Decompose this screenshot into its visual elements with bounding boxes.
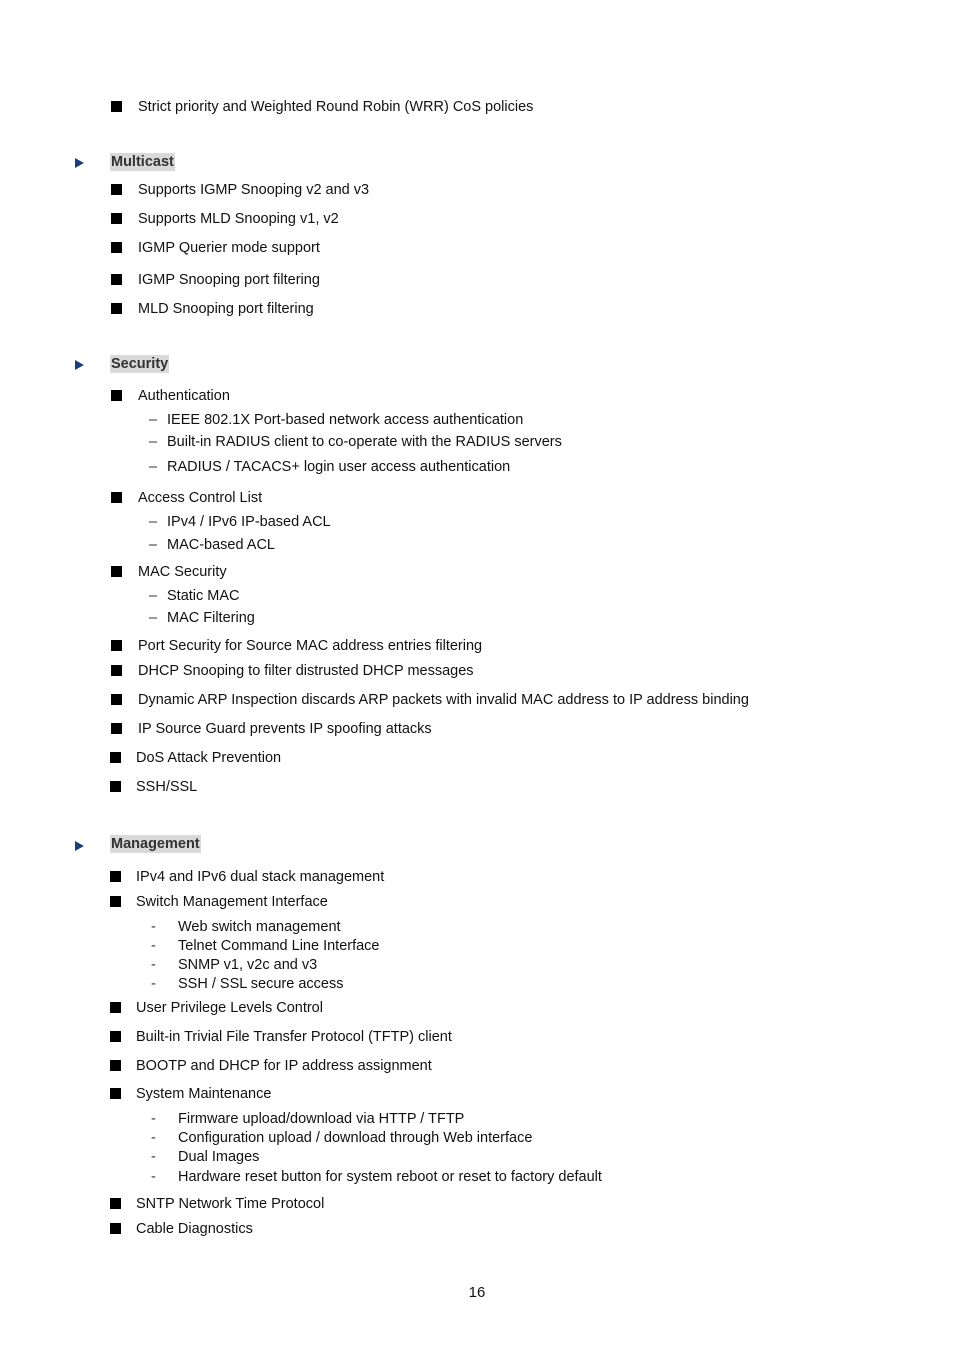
bullet-square-icon: [110, 1198, 121, 1209]
list-item: SNTP Network Time Protocol: [136, 1196, 325, 1212]
dash-marker: –: [149, 537, 158, 553]
bullet-square-icon: [110, 1223, 121, 1234]
sub-list-item: Configuration upload / download through Web interface: [178, 1130, 533, 1146]
dash-marker: -: [151, 1169, 156, 1185]
list-item: Supports IGMP Snooping v2 and v3: [138, 182, 370, 198]
sub-list-item: SNMP v1, v2c and v3: [178, 957, 318, 973]
list-item: Access Control List: [138, 490, 263, 506]
list-item: System Maintenance: [136, 1086, 272, 1102]
sub-list-item: Telnet Command Line Interface: [178, 938, 380, 954]
sub-list-item: RADIUS / TACACS+ login user access authentication: [167, 459, 511, 475]
bullet-square-icon: [110, 871, 121, 882]
bullet-square-icon: [111, 723, 122, 734]
list-item: IGMP Querier mode support: [138, 240, 320, 256]
sub-list-item: IPv4 / IPv6 IP-based ACL: [167, 514, 331, 530]
bullet-square-icon: [111, 390, 122, 401]
sub-list-item: Firmware upload/download via HTTP / TFTP: [178, 1111, 465, 1127]
bullet-square-icon: [111, 184, 122, 195]
page-number: 16: [468, 1284, 486, 1301]
bullet-square-icon: [111, 640, 122, 651]
sub-list-item: Static MAC: [167, 588, 240, 604]
list-item: Switch Management Interface: [136, 894, 328, 910]
bullet-square-icon: [111, 566, 122, 577]
list-item: MLD Snooping port filtering: [138, 301, 314, 317]
bullet-square-icon: [111, 492, 122, 503]
dash-marker: -: [151, 938, 156, 954]
section-heading-management: Management: [111, 836, 200, 852]
bullet-square-icon: [110, 1031, 121, 1042]
bullet-square-icon: [110, 781, 121, 792]
dash-marker: –: [149, 412, 158, 428]
dash-marker: –: [149, 434, 158, 450]
section-heading-multicast: Multicast: [111, 154, 174, 170]
dash-marker: -: [151, 1130, 156, 1146]
list-item: User Privilege Levels Control: [136, 1000, 323, 1016]
list-item: MAC Security: [138, 564, 227, 580]
dash-marker: -: [151, 1111, 156, 1127]
bullet-square-icon: [110, 752, 121, 763]
sub-list-item: SSH / SSL secure access: [178, 976, 344, 992]
list-item: Supports MLD Snooping v1, v2: [138, 211, 339, 227]
bullet-square-icon: [111, 303, 122, 314]
dash-marker: -: [151, 957, 156, 973]
list-item: Strict priority and Weighted Round Robin (WRR) CoS policies: [138, 99, 534, 115]
sub-list-item: Dual Images: [178, 1149, 260, 1165]
dash-marker: -: [151, 919, 156, 935]
list-item: Dynamic ARP Inspection discards ARP packets with invalid MAC address to IP address binding: [138, 692, 749, 708]
list-item: Cable Diagnostics: [136, 1221, 253, 1237]
bullet-square-icon: [111, 213, 122, 224]
bullet-square-icon: [111, 101, 122, 112]
list-item: DoS Attack Prevention: [136, 750, 282, 766]
sub-list-item: Web switch management: [178, 919, 341, 935]
list-item: IPv4 and IPv6 dual stack management: [136, 869, 385, 885]
list-item: Authentication: [138, 388, 230, 404]
list-item: SSH/SSL: [136, 779, 198, 795]
list-item: IP Source Guard prevents IP spoofing attacks: [138, 721, 432, 737]
bullet-square-icon: [110, 1002, 121, 1013]
section-arrow-icon: [75, 158, 84, 168]
list-item: Port Security for Source MAC address entries filtering: [138, 638, 483, 654]
bullet-square-icon: [111, 694, 122, 705]
dash-marker: –: [149, 610, 158, 626]
dash-marker: -: [151, 1149, 156, 1165]
list-item: DHCP Snooping to filter distrusted DHCP messages: [138, 663, 474, 679]
sub-list-item: Hardware reset button for system reboot or reset to factory default: [178, 1169, 602, 1185]
list-item: IGMP Snooping port filtering: [138, 272, 320, 288]
bullet-square-icon: [111, 242, 122, 253]
sub-list-item: MAC-based ACL: [167, 537, 275, 553]
list-item: BOOTP and DHCP for IP address assignment: [136, 1058, 432, 1074]
bullet-square-icon: [110, 896, 121, 907]
sub-list-item: MAC Filtering: [167, 610, 255, 626]
section-heading-security: Security: [111, 356, 169, 372]
section-arrow-icon: [75, 841, 84, 851]
dash-marker: –: [149, 588, 158, 604]
bullet-square-icon: [111, 665, 122, 676]
bullet-square-icon: [110, 1060, 121, 1071]
sub-list-item: Built-in RADIUS client to co-operate with the RADIUS servers: [167, 434, 562, 450]
dash-marker: –: [149, 459, 158, 475]
bullet-square-icon: [111, 274, 122, 285]
list-item: Built-in Trivial File Transfer Protocol (TFTP) client: [136, 1029, 452, 1045]
dash-marker: -: [151, 976, 156, 992]
sub-list-item: IEEE 802.1X Port-based network access authentication: [167, 412, 524, 428]
section-arrow-icon: [75, 360, 84, 370]
bullet-square-icon: [110, 1088, 121, 1099]
dash-marker: –: [149, 514, 158, 530]
